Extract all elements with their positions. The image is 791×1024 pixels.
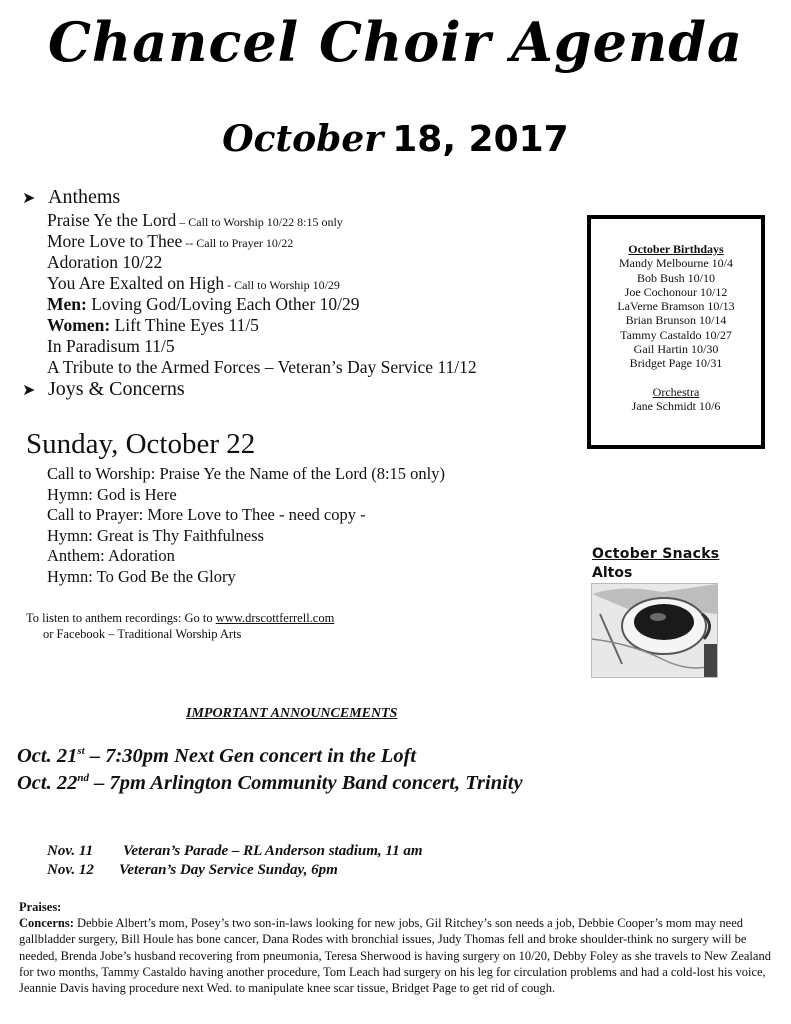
anthems-heading-label: Anthems: [48, 186, 121, 208]
birthday-entry: Joe Cochonour 10/12: [624, 284, 728, 299]
anthems-heading: [22, 186, 120, 209]
service-item: Anthem: Adoration: [47, 546, 175, 565]
date-suffix: st: [77, 745, 85, 758]
anthem-label: Women:: [47, 315, 111, 335]
arrow-bullet-icon: ➤: [22, 382, 36, 399]
birthdays-box: [587, 215, 765, 449]
announcements-heading: IMPORTANT ANNOUNCEMENTS: [186, 706, 398, 721]
anthem-title: Praise Ye the Lord: [47, 210, 177, 230]
anthem-note: -- Call to Prayer 10/22: [182, 236, 294, 250]
birthday-entry: Brian Brunson 10/14: [625, 313, 727, 328]
birthday-entry: Gail Hartin 10/30: [633, 342, 719, 357]
birthdays-heading: October Birthdays: [628, 242, 724, 256]
announcement-date: Oct. 22: [17, 772, 78, 794]
sunday-order-of-service: [47, 464, 445, 587]
orchestra-heading: Orchestra: [652, 384, 700, 399]
concerns-text: Debbie Albert’s mom, Posey’s two son-in-laws looking for new jobs, Gil Ritchey’s son needs a job, Debbie Cooper’s mom may need gallbladder surgery, Bill Houle has bone cancer, Dana Rodes with bronchial issues, Judy Thomas fell and broke shoulder-think no surgery will be needed, Brenda Jobe’s husband recovering from pneumonia, Teresa Sherwood is having surgery on 10/20, Debby Foley as she travels to New Zealand for two months, Tammy Castaldo having another procedure, Tom Leach had surgery on his leg for circulation problems and had a cold-lost his voice, Jeannie Davis having procedure next Wed. to manipulate knee scar tissue, Bridget Page to get rid of cough.: [19, 916, 771, 996]
november-event: [47, 843, 422, 860]
date-month: October: [222, 118, 384, 160]
birthday-entry: Mandy Melbourne 10/4: [619, 256, 733, 271]
anthem-item: [47, 315, 259, 337]
snacks-section: Altos: [592, 565, 633, 581]
anthem-item: [47, 294, 360, 316]
anthem-title: In Paradisum 11/5: [47, 336, 175, 356]
anthem-title: A Tribute to the Armed Forces – Veteran’s Day Service 11/12: [47, 357, 477, 377]
praises-label: Praises:: [19, 900, 62, 914]
anthem-item: [47, 273, 340, 297]
date-day-year: 18, 2017: [392, 119, 569, 160]
snacks-heading: October Snacks: [592, 546, 720, 562]
anthem-title: Adoration 10/22: [47, 252, 163, 272]
anthem-note: – Call to Worship 10/22 8:15 only: [176, 215, 343, 229]
coffee-cup-photo: [591, 583, 718, 678]
november-event: [47, 862, 338, 879]
prayer-section: [19, 899, 779, 996]
announcement-date: Oct. 21: [17, 745, 78, 767]
service-item: Call to Prayer: More Love to Thee - need copy -: [47, 505, 366, 524]
facebook-line: or Facebook – Traditional Worship Arts: [43, 627, 242, 641]
anthem-item: [47, 210, 343, 234]
birthday-entry: Bridget Page 10/31: [629, 356, 723, 371]
event-date: Nov. 11: [47, 843, 94, 859]
date-suffix: nd: [77, 772, 89, 785]
anthem-title: More Love to Thee: [47, 231, 183, 251]
page-title: Chancel Choir Agenda: [47, 10, 744, 74]
service-item: Hymn: God is Here: [47, 484, 177, 504]
anthem-note: - Call to Worship 10/29: [224, 278, 340, 292]
anthem-title: You Are Exalted on High: [47, 273, 225, 293]
service-item: Hymn: To God Be the Glory: [47, 566, 236, 586]
anthem-title: Loving God/Loving Each Other 10/29: [86, 294, 360, 314]
arrow-bullet-icon: ➤: [22, 190, 36, 207]
listen-info: [26, 610, 334, 642]
anthem-label: Men:: [47, 294, 87, 314]
sunday-title: Sunday, October 22: [26, 428, 256, 460]
anthem-item: [47, 336, 175, 358]
event-text: Veteran’s Parade – RL Anderson stadium, 11 am: [123, 843, 423, 859]
birthday-entry: Bob Bush 10/10: [636, 270, 715, 285]
birthday-entry: Jane Schmidt 10/6: [631, 398, 721, 413]
birthday-entry: LaVerne Bramson 10/13: [617, 299, 735, 314]
service-item: Hymn: Great is Thy Faithfulness: [47, 525, 264, 545]
joys-heading-label: Joys & Concerns: [48, 378, 185, 400]
anthem-item: [47, 252, 162, 274]
anthem-item: [47, 231, 293, 255]
recordings-link[interactable]: www.drscottferrell.com: [215, 611, 335, 625]
event-date: Nov. 12: [47, 862, 94, 878]
event-text: Veteran’s Day Service Sunday, 6pm: [119, 862, 338, 878]
agenda-date: [0, 118, 791, 160]
joys-heading: [22, 378, 185, 401]
listen-prefix: To listen to anthem recordings: Go to: [26, 611, 216, 625]
anthem-item: [47, 357, 477, 379]
announcement-item: [17, 772, 523, 795]
birthday-entry: Tammy Castaldo 10/27: [620, 327, 732, 342]
service-item: Call to Worship: Praise Ye the Name of the Lord (8:15 only): [47, 464, 445, 483]
announcement-text: – 7:30pm Next Gen concert in the Loft: [84, 745, 417, 767]
concerns-label: Concerns:: [19, 916, 74, 931]
announcement-text: – 7pm Arlington Community Band concert, Trinity: [88, 772, 523, 794]
coffee-cup-icon: [592, 584, 717, 677]
anthem-title: Lift Thine Eyes 11/5: [110, 315, 259, 335]
announcement-item: [17, 745, 416, 768]
